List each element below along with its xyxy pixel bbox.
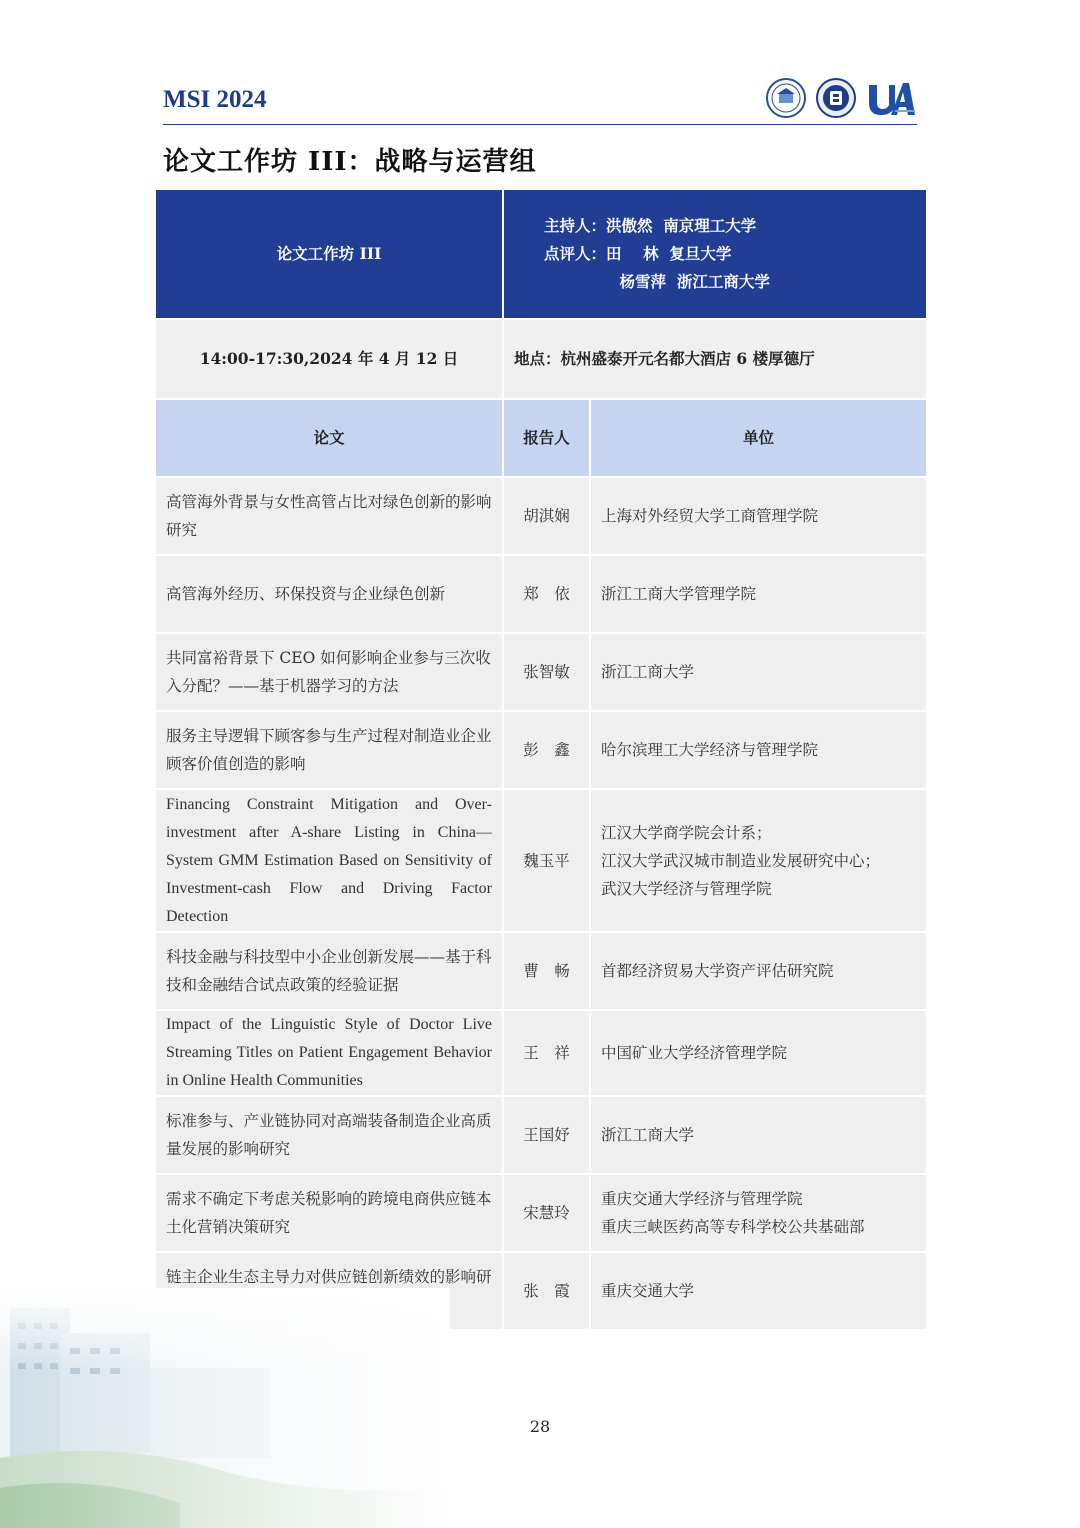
affiliation	[590, 555, 927, 633]
presenter-name: 张智敏	[503, 633, 590, 711]
affiliation-line: 浙江工商大学管理学院	[601, 585, 757, 603]
table-row	[155, 1174, 927, 1252]
presenter-name: 魏玉平	[503, 789, 590, 932]
table-row	[155, 932, 927, 1010]
page-header	[163, 74, 917, 125]
paper-title: Financing Constraint Mitigation and Over-investment after A-share Listing in China—System GMM Estimation Based on Sensitivity of Investment-cash Flow and Driving Factor Detection	[155, 789, 503, 932]
affiliation	[590, 711, 927, 789]
session-name: 论文工作坊 III	[155, 189, 503, 319]
reviewer-line: 点评人：田 林 复旦大学	[544, 244, 732, 263]
affiliation-line: 首都经济贸易大学资产评估研究院	[601, 962, 834, 980]
presenter-name: 曹 畅	[503, 932, 590, 1010]
affiliation-line: 哈尔滨理工大学经济与管理学院	[601, 741, 819, 759]
affiliation	[590, 789, 927, 932]
column-header-paper: 论文	[155, 399, 503, 477]
table-row	[155, 477, 927, 555]
paper-title: 高管海外背景与女性高管占比对绿色创新的影响研究	[155, 477, 503, 555]
university-seal-icon	[765, 77, 807, 119]
affiliation-line: 江汉大学武汉城市制造业发展研究中心；	[601, 851, 881, 870]
paper-title: 链主企业生态主导力对供应链创新绩效的影响研	[155, 1252, 503, 1330]
university-emblem-icon	[815, 77, 857, 119]
affiliation-line: 重庆交通大学	[601, 1282, 695, 1300]
affiliation	[590, 1096, 927, 1174]
paper-rows	[155, 477, 927, 1330]
affiliation	[590, 477, 927, 555]
session-time: 14:00-17:30,2024 年 4 月 12 日	[155, 319, 503, 399]
paper-title: 科技金融与科技型中小企业创新发展——基于科技和金融结合试点政策的经验证据	[155, 932, 503, 1010]
presenter-name: 郑 依	[503, 555, 590, 633]
affiliation	[590, 1252, 927, 1330]
paper-title: 服务主导逻辑下顾客参与生产过程对制造业企业顾客价值创造的影响	[155, 711, 503, 789]
affiliation	[590, 1010, 927, 1096]
column-header-presenter: 报告人	[503, 399, 590, 477]
affiliation-line: 重庆三峡医药高等专科学校公共基础部	[601, 1218, 865, 1236]
paper-title: 需求不确定下考虑关税影响的跨境电商供应链本土化营销决策研究	[155, 1174, 503, 1252]
session-hosts	[503, 189, 927, 319]
logo-group	[765, 77, 917, 119]
affiliation-line: 武汉大学经济与管理学院	[601, 879, 772, 898]
table-row	[155, 711, 927, 789]
presenter-name: 王国妤	[503, 1096, 590, 1174]
affiliation-line: 重庆交通大学经济与管理学院	[601, 1190, 803, 1208]
paper-title: 标准参与、产业链协同对高端装备制造企业高质量发展的影响研究	[155, 1096, 503, 1174]
page-number: 28	[529, 1417, 551, 1436]
affiliation	[590, 932, 927, 1010]
paper-title: 共同富裕背景下 CEO 如何影响企业参与三次收入分配？——基于机器学习的方法	[155, 633, 503, 711]
session-header-row	[155, 189, 927, 319]
header-title: MSI 2024	[163, 86, 267, 113]
ua-logo-icon	[865, 77, 917, 119]
time-location-row	[155, 319, 927, 399]
affiliation-line: 浙江工商大学	[601, 1126, 695, 1144]
section-title: 论文工作坊 III：战略与运营组	[163, 147, 537, 177]
table-row	[155, 1096, 927, 1174]
reviewer-line: 杨雪萍 浙江工商大学	[544, 272, 770, 291]
affiliation	[590, 1174, 927, 1252]
presenter-name: 彭 鑫	[503, 711, 590, 789]
table-row	[155, 1010, 927, 1096]
presenter-name: 王 祥	[503, 1010, 590, 1096]
table-row	[155, 555, 927, 633]
campus-building-image	[0, 1288, 450, 1528]
table-row	[155, 633, 927, 711]
affiliation-line: 江汉大学商学院会计系；	[601, 823, 772, 842]
session-location: 地点：杭州盛泰开元名都大酒店 6 楼厚德厅	[503, 319, 927, 399]
affiliation-line: 中国矿业大学经济管理学院	[601, 1044, 788, 1062]
column-header-unit: 单位	[590, 399, 927, 477]
presenter-name: 宋慧玲	[503, 1174, 590, 1252]
affiliation	[590, 633, 927, 711]
affiliation-line: 浙江工商大学	[601, 663, 695, 681]
column-header-row	[155, 399, 927, 477]
schedule-table	[154, 188, 928, 1331]
presenter-name: 张 霞	[503, 1252, 590, 1330]
paper-title: Impact of the Linguistic Style of Doctor Live Streaming Titles on Patient Engagement Behavior in Online Health Communities	[155, 1010, 503, 1096]
table-row	[155, 789, 927, 932]
presenter-name: 胡淇娴	[503, 477, 590, 555]
paper-title: 高管海外经历、环保投资与企业绿色创新	[155, 555, 503, 633]
affiliation-line: 上海对外经贸大学工商管理学院	[601, 507, 819, 525]
host-line: 主持人：洪傲然 南京理工大学	[544, 216, 757, 235]
